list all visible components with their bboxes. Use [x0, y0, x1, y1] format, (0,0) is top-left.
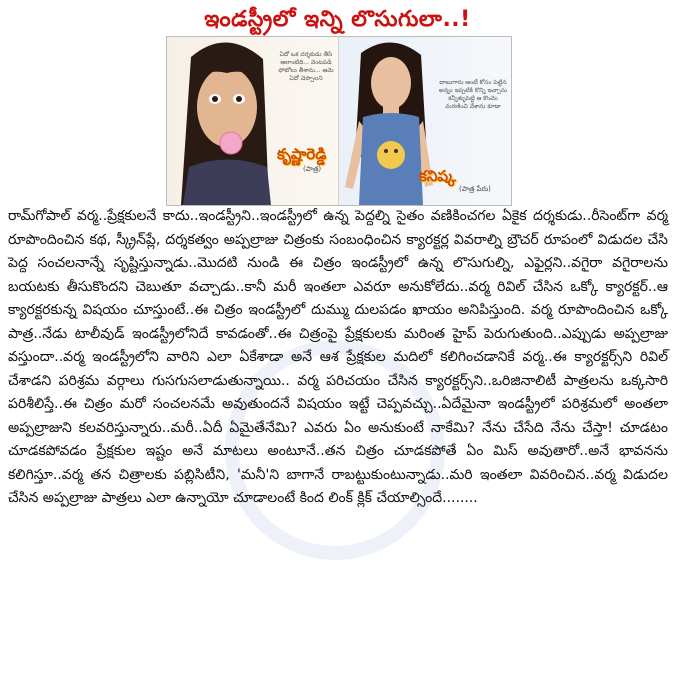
headline: ఇండస్ట్రీలో ఇన్ని లొసుగులా..! [204, 7, 471, 32]
article-paragraph: రామ్‌గోపాల్ వర్మ..ప్రేక్షకులనే కాదు..ఇండస్ట్రీని..ఇండస్ట్రీలో ఉన్న పెద్దల్ని సైతం వణికించగల ఏకైక దర్శకుడు..రీసెంట్‌గా వర్మ రూపొందించిన కథ, స్క్రీన్‌ప్లే, దర్శకత్వం అప్పల్రాజు చిత్రంకు సంబంధించిన క్యారక్టర్ల వివరాల్ని బ్రౌచర్ రూపంలో విడుదల చేసి పెద్ద సంచలనాన్నే సృష్టిస్తున్నాడు..మొదటి నుండి ఈ చిత్రం ఇండస్ట్రీలో ఉన్న లొసుగుల్ని, ఎఫైర్లని..వగైరా వగైరాలను బయటకు తీసుకొందని చెబుతూ వచ్చాడు..కానీ మరీ ఇంతలా ఎవరూ అనుకోలేదు..వర్మ రివిల్ చేసిన ఒక్కో క్యారక్టర్..ఆ క్యారక్టరకున్న విషయం చూస్తుంటే..ఈ చిత్రం ఇండస్ట్రీలో దుమ్ము దులపడం ఖాయం అనిపిస్తుంది. వర్మ రూపొందించిన ఒక్కో పాత్ర..నేడు టాలీవుడ్ ఇండస్ట్రీలోనిదే కావడంతో..ఈ చిత్రంపై ప్రేక్షకులకు మరింత హైప్ పెరుగుతుంది..ఎప్పుడు అప్పల్రాజు వస్తుందా..వర్మ ఇండస్ట్రీలోని వారిని ఎలా ఏకేశాడా అనే ఆశ ప్రేక్షకుల మదిలో కలిగించడానికే వర్మ..ఈ క్యారక్టర్స్‌ని రివిల్ చేశాడని పరిశ్రమ వర్గాలు గుసగుసలాడుతున్నాయి.. వర్మ పరిచయం చేసిన క్యారక్టర్స్‌ని..ఒరిజినాలిటీ పాత్రలను ఒక్కసారి పరిశీలిస్తే..ఈ చిత్రం మరో సంచలనమే అవుతుందనే విషయం ఇట్టే చెప్పవచ్చు..ఏదేమైనా ఇండస్ట్రీలో పరిశ్రమలో అంతలా అప్పల్రాజుని కలవరిస్తున్నారు..మరీ..ఏదీ ఏమైతేనేమి? ఎవరు ఏం అనుకుంటే నాకేమి? నేను చేసేది నేను చేస్తా! చూడటం చూడకపోవడం ప్రేక్షకుల ఇష్టం అనే మాటలు అంటూనే..తన చిత్రం చూడకపోతే ఏం మిస్ అవుతారో..అనే భావనను కలిగిస్తూ..వర్మ తన చిత్రాలకు పబ్లిసిటీని, 'మనీ'ని బాగానే రాబట్టుకుంటున్నాడు..మరి ఇంతలా వివరించిన..వర్మ విడుదల చేసిన అప్పల్రాజు పాత్రలు ఎలా ఉన్నాయో చూడాలంటే కింద లింక్ క్లిక్ చేయాల్సిందే........ [8, 208, 668, 506]
right-caption: దాబుగారు ఆంటీ కోసం పెట్టిన అన్నం ఇప్పటికి కొన్ని ఇచ్చాను కన్నీళ్ళుపెట్టి ఆ కొంచెం మరణించి వేశాను కూడా [438, 79, 508, 110]
left-caption: ఏదో ఒక దర్శకుడు తీసి ఆలాంటిది... వెంటపడి ఫోటోలు తీశాను... ఆమె ఏదో చెప్పాలని [278, 51, 334, 82]
left-character-subtitle: (పాత్ర) [303, 165, 322, 173]
right-character-logo: కనిష్క [419, 167, 457, 185]
article-body [8, 205, 668, 511]
movie-character-photo [166, 36, 512, 206]
left-character-logo: కృష్ణారెడ్డి [277, 145, 327, 163]
left-character-panel [167, 37, 339, 205]
girl-with-bubblegum-figure [171, 37, 281, 205]
right-character-panel [339, 37, 511, 205]
right-character-subtitle: (పాత్ర పేరు) [459, 185, 491, 193]
